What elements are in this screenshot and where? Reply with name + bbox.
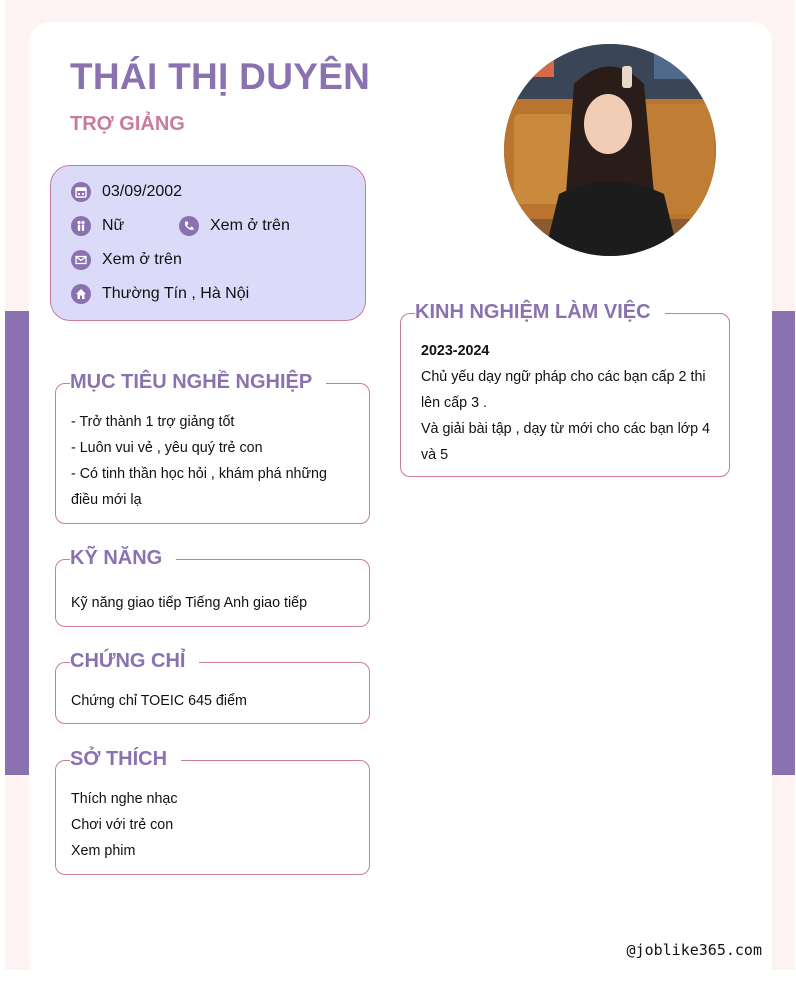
experience-line: Chủ yếu dạy ngữ pháp cho các bạn cấp 2 thi lên cấp 3 .	[421, 369, 706, 411]
experience-title: KINH NGHIỆM LÀM VIỆC	[415, 301, 665, 324]
skills-body	[71, 590, 357, 616]
certificate-line: Chứng chỉ TOEIC 645 điểm	[71, 693, 247, 709]
address-row	[71, 284, 249, 304]
hobby-line: Xem phim	[71, 843, 136, 859]
hobbies-section	[55, 748, 370, 875]
hobby-line: Chơi với trẻ con	[71, 817, 174, 833]
experience-period: 2023-2024	[421, 343, 490, 359]
skills-section	[55, 547, 370, 627]
experience-line: Và giải bài tập , dạy từ mới cho các bạn lớp 4 và 5	[421, 421, 710, 463]
mail-icon	[71, 250, 91, 270]
objective-line: - Luôn vui vẻ , yêu quý trẻ con	[71, 440, 263, 456]
right-accent-band	[772, 311, 795, 775]
certificates-body	[71, 688, 357, 714]
calendar-icon	[71, 182, 91, 202]
candidate-name: THÁI THỊ DUYÊN	[70, 56, 371, 97]
phone-row	[179, 216, 290, 236]
candidate-role: TRỢ GIẢNG	[70, 113, 185, 135]
birthday-value: 03/09/2002	[102, 183, 183, 200]
objective-body	[71, 409, 357, 513]
watermark: @joblike365.com	[626, 941, 762, 959]
gender-row	[71, 216, 124, 236]
hobby-line: Thích nghe nhạc	[71, 791, 178, 807]
certificates-section	[55, 650, 370, 724]
contact-box	[50, 165, 366, 321]
home-icon	[71, 284, 91, 304]
skill-line: Kỹ năng giao tiếp Tiếng Anh giao tiếp	[71, 595, 308, 611]
objective-line: - Có tinh thần học hỏi , khám phá những điều mới lạ	[71, 466, 327, 508]
certificates-title: CHỨNG CHỈ	[70, 650, 199, 673]
phone-value[interactable]: Xem ở trên	[210, 217, 290, 234]
email-value[interactable]: Xem ở trên	[102, 251, 182, 268]
birthday-row	[71, 182, 182, 202]
gender-value: Nữ	[102, 217, 125, 234]
experience-section	[400, 301, 730, 477]
skills-title: KỸ NĂNG	[70, 547, 176, 570]
objective-title: MỤC TIÊU NGHỀ NGHIỆP	[70, 371, 326, 394]
address-value: Thường Tín , Hà Nội	[102, 285, 250, 302]
experience-body	[421, 338, 711, 468]
gender-icon	[71, 216, 91, 236]
objective-section	[55, 371, 370, 524]
objective-line: - Trở thành 1 trợ giảng tốt	[71, 414, 235, 430]
phone-icon	[179, 216, 199, 236]
profile-photo	[504, 44, 716, 256]
hobbies-body	[71, 786, 357, 864]
left-accent-band	[5, 311, 29, 775]
hobbies-title: SỞ THÍCH	[70, 748, 181, 771]
email-row	[71, 250, 182, 270]
